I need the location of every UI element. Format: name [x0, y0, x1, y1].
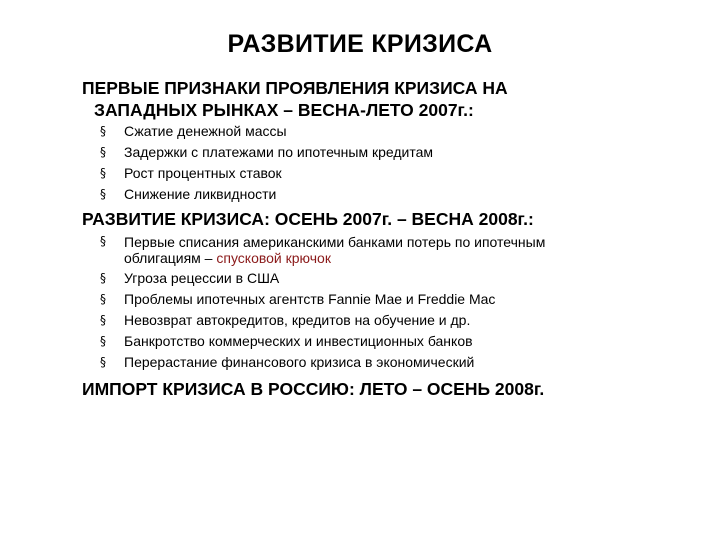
- section-sign-bullet-icon: §: [100, 334, 106, 348]
- list-item: [100, 289, 660, 310]
- list-item-text: Невозврат автокредитов, кредитов на обучение и др.: [124, 312, 471, 328]
- section-sign-bullet-icon: §: [100, 355, 106, 369]
- section-heading-line1: ПЕРВЫЕ ПРИЗНАКИ ПРОЯВЛЕНИЯ КРИЗИСА НА: [82, 78, 508, 98]
- section-sign-bullet-icon: §: [100, 313, 106, 327]
- list-item: [100, 142, 660, 163]
- list-item: [100, 331, 660, 352]
- section-sign-bullet-icon: §: [100, 187, 106, 201]
- list-item: [100, 232, 660, 268]
- list-item-text-line1: Первые списания американскими банками потерь по ипотечным: [124, 234, 546, 250]
- list-item: [100, 121, 660, 142]
- list-item: [100, 268, 660, 289]
- section-sign-bullet-icon: §: [100, 271, 106, 285]
- section-heading-text: РАЗВИТИЕ КРИЗИСА: ОСЕНЬ 2007г. – ВЕСНА 2008г.:: [82, 209, 534, 229]
- list-item-text: Снижение ликвидности: [124, 186, 277, 202]
- section-sign-bullet-icon: §: [100, 166, 106, 180]
- list-item-text: Сжатие денежной массы: [124, 123, 287, 139]
- section-heading-crisis-development: [82, 208, 682, 230]
- list-item-text: Перерастание финансового кризиса в экономический: [124, 354, 475, 370]
- slide-title: РАЗВИТИЕ КРИЗИСА: [227, 30, 493, 58]
- section-heading-line2: ЗАПАДНЫХ РЫНКАХ – ВЕСНА-ЛЕТО 2007г.:: [94, 100, 474, 120]
- list-item-text-line2-prefix: облигациям –: [124, 250, 217, 266]
- list-item: [100, 163, 660, 184]
- bullet-list-crisis-development: [100, 232, 660, 373]
- list-item: [100, 184, 660, 205]
- list-item-text: Банкротство коммерческих и инвестиционных банков: [124, 333, 473, 349]
- bullet-list-first-signs: [100, 121, 660, 205]
- list-item-text: Угроза рецессии в США: [124, 270, 280, 286]
- list-item-text: Рост процентных ставок: [124, 165, 282, 181]
- section-heading-text: ИМПОРТ КРИЗИСА В РОССИЮ: ЛЕТО – ОСЕНЬ 2008г.: [82, 379, 545, 399]
- list-item: [100, 352, 660, 373]
- trigger-highlight-text: спусковой крючок: [216, 250, 331, 266]
- section-sign-bullet-icon: §: [100, 145, 106, 159]
- section-sign-bullet-icon: §: [100, 234, 106, 248]
- list-item: [100, 310, 660, 331]
- section-heading-import-to-russia: [82, 378, 682, 400]
- list-item-text: Проблемы ипотечных агентств Fannie Mae и Freddie Mac: [124, 291, 496, 307]
- section-heading-western-markets: [82, 77, 682, 121]
- list-item-text: Задержки с платежами по ипотечным кредитам: [124, 144, 434, 160]
- section-sign-bullet-icon: §: [100, 124, 106, 138]
- section-sign-bullet-icon: §: [100, 292, 106, 306]
